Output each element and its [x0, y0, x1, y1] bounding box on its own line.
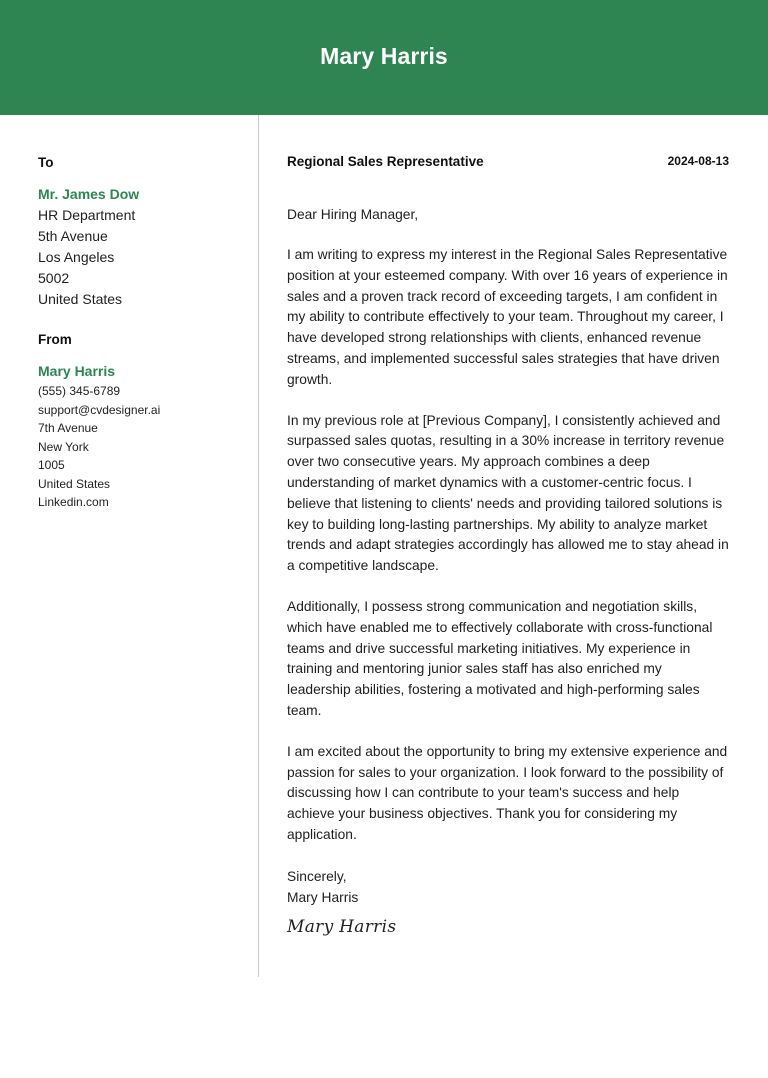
sender-country: United States [38, 476, 111, 491]
sender-postal-code: 1005 [38, 458, 65, 472]
letter-body [287, 154, 729, 937]
recipient-country: United States [38, 291, 123, 307]
sender-linkedin: Linkedin.com [38, 495, 109, 509]
recipient-city: Los Angeles [38, 249, 115, 265]
closing [287, 866, 729, 908]
salutation: Dear Hiring Manager, [287, 207, 419, 222]
header-banner [0, 0, 768, 115]
letter-paragraph: I am writing to express my interest in the Regional Sales Representative position at your esteemed company. With over 16 years of experience in sales and a proven track record of exceeding targets, I am confident in my ability to contribute effectively to your team. Throughout my career, I have developed strong relationships with clients, enhanced revenue streams, and implemented successful sales strategies that have driven growth. [287, 247, 728, 387]
letter-paragraph: In my previous role at [Previous Company], I consistently achieved and surpassed sales quotas, resulting in a 30% increase in territory revenue over two consecutive years. My approach combines a deep understanding of market dynamics with a customer-centric focus. I believe that listening to clients' needs and providing tailored solutions is key to building long-lasting partnerships. My ability to analyze market trends and adapt strategies accordingly has allowed me to stay ahead in a competitive landscape. [287, 412, 729, 574]
sender-phone: (555) 345-6789 [38, 384, 121, 398]
job-title: Regional Sales Representative [287, 154, 484, 169]
sender-street: 7th Avenue [38, 421, 98, 435]
letter-header-row [287, 154, 729, 174]
to-heading: To [38, 155, 54, 170]
recipient-department: HR Department [38, 207, 136, 223]
from-heading: From [38, 332, 72, 347]
closing-name: Mary Harris [287, 889, 359, 905]
address-sidebar [38, 154, 248, 512]
recipient-street: 5th Avenue [38, 228, 108, 244]
column-divider [258, 115, 259, 977]
sender-city: New York [38, 439, 89, 454]
recipient-name: Mr. James Dow [38, 186, 140, 202]
applicant-name-title: Mary Harris [320, 43, 448, 69]
recipient-postal-code: 5002 [38, 270, 70, 286]
closing-phrase: Sincerely, [287, 868, 347, 884]
letter-paragraph: Additionally, I possess strong communication and negotiation skills, which have enabled me to effectively collaborate with cross-functional teams and drive successful marketing initiatives. My experience in training and mentoring junior sales staff has also enriched my leadership abilities, fostering a motivated and high-performing sales team. [287, 598, 713, 718]
handwritten-signature: Mary Harris [287, 916, 397, 937]
sender-email: support@cvdesigner.ai [38, 402, 161, 417]
sender-name: Mary Harris [38, 363, 116, 379]
letter-date: 2024-08-13 [667, 154, 729, 168]
letter-paragraph: I am excited about the opportunity to bring my extensive experience and passion for sales to your organization. I look forward to the possibility of discussing how I can contribute to your team's success and help achieve your business objectives. Thank you for considering my application. [287, 743, 728, 842]
